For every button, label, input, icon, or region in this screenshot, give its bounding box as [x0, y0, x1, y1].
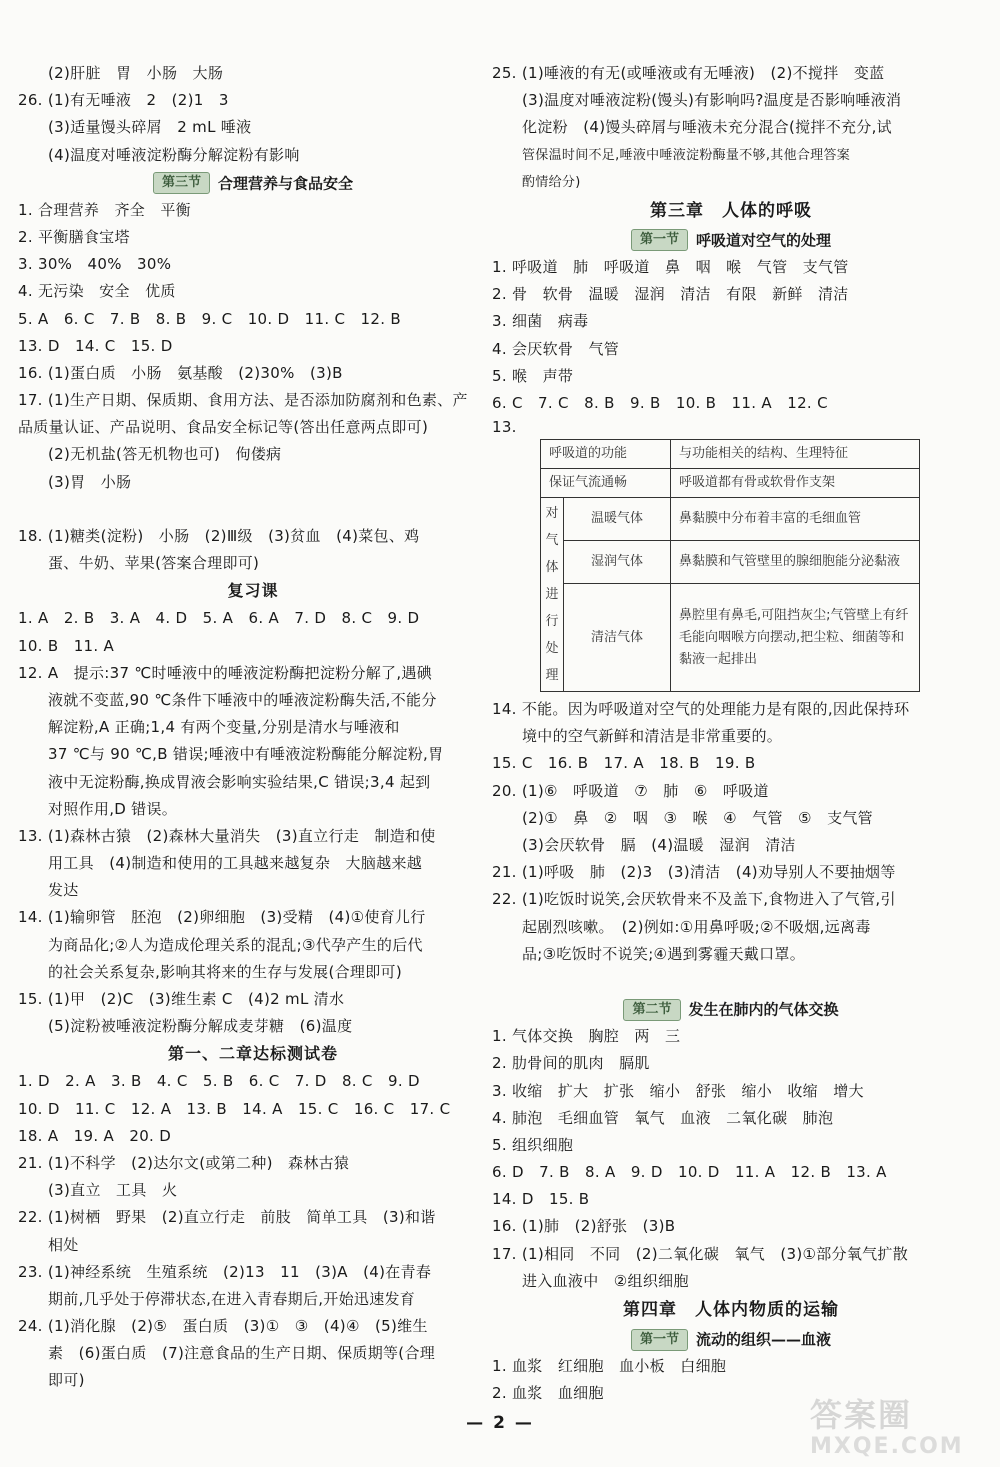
answer-line: 21. (1)不科学 (2)达尔文(或第二种) 森林古猿: [18, 1153, 350, 1172]
section-header-lung-exchange: [492, 995, 970, 1023]
answer-line: 13. D 14. C 15. D: [18, 336, 173, 355]
answer-line: 境中的空气新鲜和清洁是非常重要的。: [522, 727, 783, 746]
answer-line: 起剧烈咳嗽。 (2)例如:①用鼻呼吸;②不吸烟,远离毒: [522, 917, 871, 936]
table-row: [541, 583, 920, 691]
watermark-url: MXQE.COM: [810, 1434, 964, 1459]
answer-line: 素 (6)蛋白质 (7)注意食品的生产日期、保质期等(合理: [48, 1344, 436, 1363]
answer-line: 2. 平衡膳食宝塔: [18, 227, 130, 246]
answer-line: 16. (1)肺 (2)舒张 (3)B: [492, 1217, 676, 1236]
answer-line: 16. (1)蛋白质 小肠 氨基酸 (2)30% (3)B: [18, 363, 343, 382]
answer-line: 1. 气体交换 胸腔 两 三: [492, 1027, 681, 1046]
table-row: [541, 440, 920, 469]
table-cell: 鼻腔里有鼻毛,可阻挡灰尘;气管壁上有纤毛能向咽喉方向摆动,把尘粒、细菌等和黏液一起排出: [671, 583, 920, 691]
answer-line: 21. (1)呼吸 肺 (2)3 (3)清洁 (4)劝导别人不要抽烟等: [492, 863, 896, 882]
answer-line: 14. D 15. B: [492, 1190, 590, 1209]
answer-line: (3)胃 小肠: [48, 472, 132, 491]
answer-line: 4. 无污染 安全 优质: [18, 282, 176, 301]
answer-line: 26. (1)有无唾液 2 (2)1 3: [18, 91, 229, 110]
answer-line: 4. 肺泡 毛细血管 氧气 血液 二氧化碳 肺泡: [492, 1108, 834, 1127]
section-header-nutrition: [18, 169, 488, 197]
answer-line: 17. (1)生产日期、保质期、食用方法、是否添加防腐剂和色素、产: [18, 391, 468, 410]
answer-line: 15. C 16. B 17. A 18. B 19. B: [492, 754, 756, 773]
answer-line: 4. 会厌软骨 气管: [492, 339, 620, 358]
table-cell: 湿润气体: [564, 541, 671, 584]
chapter-heading: 第四章 人体内物质的运输: [623, 1300, 839, 1320]
answer-line: 22. (1)吃饭时说笑,会厌软骨来不及盖下,食物进入了气管,引: [492, 890, 896, 909]
section-badge: 第一节: [631, 229, 688, 251]
answer-line: 5. A 6. C 7. B 8. B 9. C 10. D 11. C 12. B: [18, 309, 401, 328]
table-row: [541, 469, 920, 498]
table-cell: 鼻黏膜和气管壁里的腺细胞能分泌黏液: [671, 541, 920, 584]
table-cell: 温暖气体: [564, 498, 671, 541]
left-column: [18, 60, 488, 1395]
answer-line: 22. (1)树栖 野果 (2)直立行走 前肢 简单工具 (3)和谐: [18, 1208, 436, 1227]
answer-line: 17. (1)相同 不同 (2)二氧化碳 氧气 (3)①部分氧气扩散: [492, 1244, 909, 1263]
answer-line: 品;③吃饭时不说笑;④遇到雾霾天戴口罩。: [522, 944, 806, 963]
answer-line: 37 ℃与 90 ℃,B 错误;唾液中有唾液淀粉酶能分解淀粉,胃: [48, 745, 444, 764]
answer-line: 1. 合理营养 齐全 平衡: [18, 200, 191, 219]
watermark-text: 答案圈: [810, 1396, 913, 1434]
answer-line: 2. 骨 软骨 温暖 湿润 清洁 有限 新鲜 清洁: [492, 285, 849, 304]
answer-line: 20. (1)⑥ 呼吸道 ⑦ 肺 ⑥ 呼吸道: [492, 781, 769, 800]
answer-line: (5)淀粉被唾液淀粉酶分解成麦芽糖 (6)温度: [48, 1017, 353, 1036]
table-vertical-label: 对 气 体 进 行 处 理: [541, 498, 564, 692]
answer-line: (2)无机盐(答无机物也可) 佝偻病: [48, 445, 282, 464]
table-row: [541, 498, 920, 541]
airway-function-table: [540, 439, 920, 692]
answer-line: (3)直立 工具 火: [48, 1181, 178, 1200]
answer-line: 1. D 2. A 3. B 4. C 5. B 6. C 7. D 8. C 9. D: [18, 1072, 420, 1091]
answer-line: 期前,几乎处于停滞状态,在进入青春期后,开始迅速发育: [48, 1289, 416, 1308]
answer-line: 6. C 7. C 8. B 9. B 10. B 11. A 12. C: [492, 393, 828, 412]
answer-line: 管保温时间不足,唾液中唾液淀粉酶量不够,其他合理答案: [522, 147, 851, 163]
table-header-cell: 呼吸道的功能: [541, 440, 671, 469]
answer-line: 12. A 提示:37 ℃时唾液中的唾液淀粉酶把淀粉分解了,遇碘: [18, 663, 433, 682]
answer-line: 蛋、牛奶、苹果(答案合理即可): [48, 554, 260, 573]
answer-line: 6. D 7. B 8. A 9. D 10. D 11. A 12. B 13. A: [492, 1163, 887, 1182]
review-heading: 复习课: [227, 581, 279, 601]
question-number: 13.: [492, 418, 517, 437]
section-header-blood: [492, 1325, 970, 1353]
answer-line: [18, 496, 488, 523]
answer-line: 2. 肋骨间的肌肉 膈肌: [492, 1054, 650, 1073]
answer-line: 1. A 2. B 3. A 4. D 5. A 6. A 7. D 8. C 9. D: [18, 609, 420, 628]
test-paper-heading: 第一、二章达标测试卷: [167, 1044, 338, 1064]
table-cell: 清洁气体: [564, 583, 671, 691]
table-cell: 保证气流通畅: [541, 469, 671, 498]
answer-line: 10. B 11. A: [18, 636, 115, 655]
section-header-airway: [492, 226, 970, 254]
answer-line: 18. (1)糖类(淀粉) 小肠 (2)Ⅲ级 (3)贫血 (4)菜包、鸡: [18, 527, 420, 545]
answer-line: 1. 呼吸道 肺 呼吸道 鼻 咽 喉 气管 支气管: [492, 257, 849, 276]
section-title: 呼吸道对空气的处理: [696, 231, 832, 250]
answer-line: 为商品化;②人为造成伦理关系的混乱;③代孕产生的后代: [48, 935, 423, 954]
answer-line: 对照作用,D 错误。: [48, 799, 178, 818]
section-badge: 第一节: [631, 1329, 688, 1351]
answer-line: [492, 968, 970, 995]
table-row: [541, 541, 920, 584]
answer-line: 5. 组织细胞: [492, 1135, 574, 1154]
chapter-heading: 第三章 人体的呼吸: [650, 200, 812, 221]
right-column: [492, 60, 970, 1407]
answer-line: 24. (1)消化腺 (2)⑤ 蛋白质 (3)① ③ (4)④ (5)维生: [18, 1317, 428, 1336]
answer-line: 解淀粉,A 正确;1,4 有两个变量,分别是清水与唾液和: [48, 718, 400, 737]
answer-line: 相处: [48, 1235, 79, 1254]
answer-line: 1. 血浆 红细胞 血小板 白细胞: [492, 1357, 727, 1375]
answer-line: 5. 喉 声带: [492, 366, 574, 385]
answer-line: 的社会关系复杂,影响其将来的生存与发展(合理即可): [48, 962, 402, 981]
section-title: 合理营养与食品安全: [218, 174, 354, 193]
answer-line: 3. 收缩 扩大 扩张 缩小 舒张 缩小 收缩 增大: [492, 1081, 864, 1100]
answer-line: (2)① 鼻 ② 咽 ③ 喉 ④ 气管 ⑤ 支气管: [522, 808, 873, 827]
answer-line: 酌情给分): [522, 174, 581, 190]
answer-line: 品质量认证、产品说明、食品安全标记等(答出任意两点即可): [18, 418, 429, 437]
answer-line: 发达: [48, 881, 79, 900]
answer-line: 化淀粉 (4)馒头碎屑与唾液未充分混合(搅拌不充分,试: [522, 118, 892, 137]
table-header-cell: 与功能相关的结构、生理特征: [671, 440, 920, 469]
section-badge: 第三节: [153, 172, 210, 194]
answer-line: 23. (1)神经系统 生殖系统 (2)13 11 (3)A (4)在青春: [18, 1262, 432, 1281]
answer-line: 3. 30% 40% 30%: [18, 255, 172, 274]
answer-line: 液中无淀粉酶,换成胃液会影响实验结果,C 错误;3,4 起到: [48, 772, 431, 791]
answer-line: (2)肝脏 胃 小肠 大肠: [48, 64, 224, 82]
answer-line: 进入血液中 ②组织细胞: [522, 1271, 689, 1290]
answer-line: 即可): [48, 1371, 85, 1390]
watermark-logo: [810, 1395, 980, 1461]
table-cell: 鼻黏膜中分布着丰富的毛细血管: [671, 498, 920, 541]
table-cell: 呼吸道都有骨或软骨作支架: [671, 469, 920, 498]
answer-line: 3. 细菌 病毒: [492, 312, 589, 331]
answer-line: 用工具 (4)制造和使用的工具越来越复杂 大脑越来越: [48, 854, 423, 873]
answer-line: (4)温度对唾液淀粉酶分解淀粉有影响: [48, 145, 300, 164]
page-number: — 2 —: [466, 1413, 534, 1433]
answer-line: 14. (1)输卵管 胚泡 (2)卵细胞 (3)受精 (4)①使育儿行: [18, 908, 426, 927]
answer-line: (3)温度对唾液淀粉(馒头)有影响吗?温度是否影响唾液消: [522, 91, 902, 110]
answer-line: 13. (1)森林古猿 (2)森林大量消失 (3)直立行走 制造和使: [18, 826, 436, 845]
answer-line: 18. A 19. A 20. D: [18, 1126, 172, 1145]
answer-line: 10. D 11. C 12. A 13. B 14. A 15. C 16. C 17. C: [18, 1099, 451, 1118]
answer-line: 2. 血浆 血细胞: [492, 1384, 604, 1403]
answer-line: 15. (1)甲 (2)C (3)维生素 C (4)2 mL 清水: [18, 990, 345, 1008]
section-title: 流动的组织——血液: [696, 1330, 832, 1349]
answer-line: 液就不变蓝,90 ℃条件下唾液中的唾液淀粉酶失活,不能分: [48, 690, 437, 709]
answer-line: (3)会厌软骨 膈 (4)温暖 湿润 清洁: [522, 836, 796, 854]
answer-line: 14. 不能。因为呼吸道对空气的处理能力是有限的,因此保持环: [492, 700, 910, 719]
answer-line: (3)适量馒头碎屑 2 mL 唾液: [48, 118, 252, 137]
answer-line: 25. (1)唾液的有无(或唾液或有无唾液) (2)不搅拌 变蓝: [492, 64, 885, 82]
section-badge: 第二节: [623, 999, 680, 1021]
section-title: 发生在肺内的气体交换: [688, 1000, 839, 1019]
